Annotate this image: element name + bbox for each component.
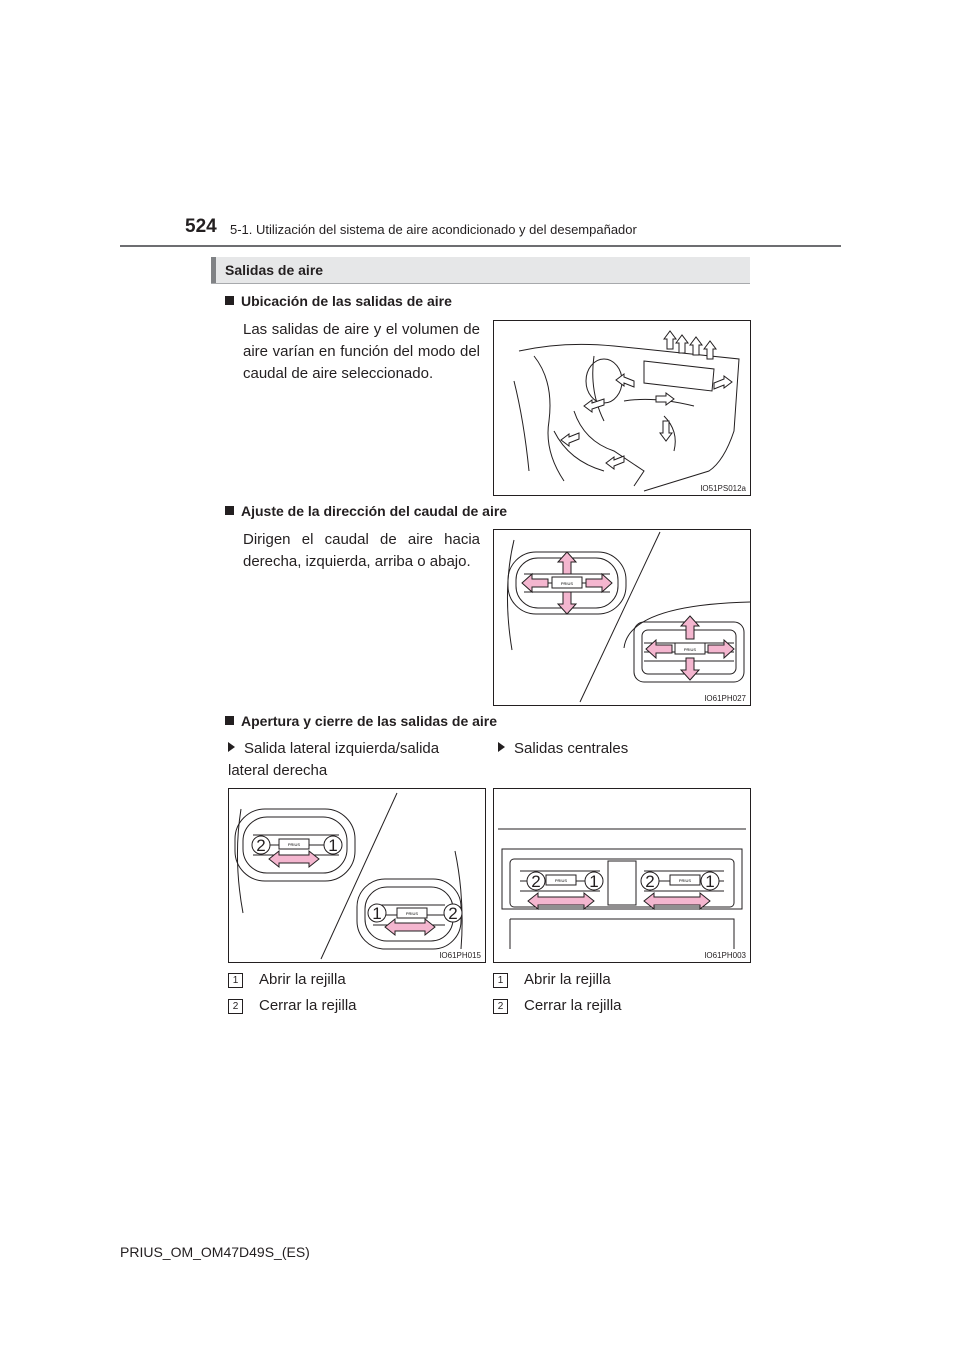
subsection-heading-location: Ubicación de las salidas de aire [225,293,452,309]
callout-number: 2 [645,872,655,891]
legend-number: 2 [493,999,508,1014]
header-rule [120,245,841,247]
page-number: 524 [185,216,217,237]
vent-badge: PRIUS [560,581,574,586]
figure-code: IO51PS012a [700,484,746,493]
location-description: Las salidas de aire y el volumen de aire varían en función del modo del caudal de aire seleccionado. [243,321,480,382]
square-bullet-icon [225,506,234,515]
figure-code: IO61PH003 [704,951,746,960]
bullet-center-outlets: Salidas centrales [498,738,628,760]
subsection-heading-direction: Ajuste de la dirección del caudal de aire [225,503,507,519]
vent-badge: PRIUS [405,911,419,916]
figure-location [493,320,751,496]
vent-badge: PRIUS [678,878,692,883]
legend-number: 1 [493,973,508,988]
callout-number: 2 [531,872,541,891]
legend-item: 1 Abrir la rejilla [493,971,611,988]
subsection-heading-open-close: Apertura y cierre de las salidas de aire [225,713,497,729]
vent-badge: PRIUS [287,842,301,847]
section-bar-tab [211,257,216,283]
bullet-side-outlets: Salida lateral izquierda/salida lateral derecha [228,740,440,779]
footer-doc-code: PRIUS_OM_OM47D49S_(ES) [120,1244,310,1260]
vent-direction-illustration [494,530,750,705]
triangle-bullet-icon [498,742,505,752]
callout-number: 1 [372,904,382,923]
figure-side-open-close [228,788,486,963]
section-bar [211,257,750,284]
legend-item: 1 Abrir la rejilla [228,971,346,988]
legend-item: 2 Cerrar la rejilla [228,997,357,1014]
figure-direction [493,529,751,706]
figure-code: IO61PH027 [704,694,746,703]
callout-number: 1 [705,872,715,891]
legend-item: 2 Cerrar la rejilla [493,997,622,1014]
direction-description: Dirigen el caudal de aire hacia derecha, izquierda, arriba o abajo. [243,531,480,570]
callout-number: 2 [256,836,266,855]
figure-center-open-close [493,788,751,963]
cabin-illustration [494,321,750,495]
callout-number: 2 [448,904,458,923]
vent-badge: PRIUS [554,878,568,883]
legend-number: 1 [228,973,243,988]
square-bullet-icon [225,716,234,725]
center-vent-illustration [494,789,750,962]
vent-badge: PRIUS [683,647,697,652]
section-title: Salidas de aire [225,262,324,278]
callout-number: 1 [328,836,338,855]
legend-number: 2 [228,999,243,1014]
callout-number: 1 [589,872,599,891]
square-bullet-icon [225,296,234,305]
triangle-bullet-icon [228,742,235,752]
chapter-title: 5-1. Utilización del sistema de aire acondicionado y del desempañador [230,222,637,237]
figure-code: IO61PH015 [439,951,481,960]
side-vent-illustration [229,789,485,962]
